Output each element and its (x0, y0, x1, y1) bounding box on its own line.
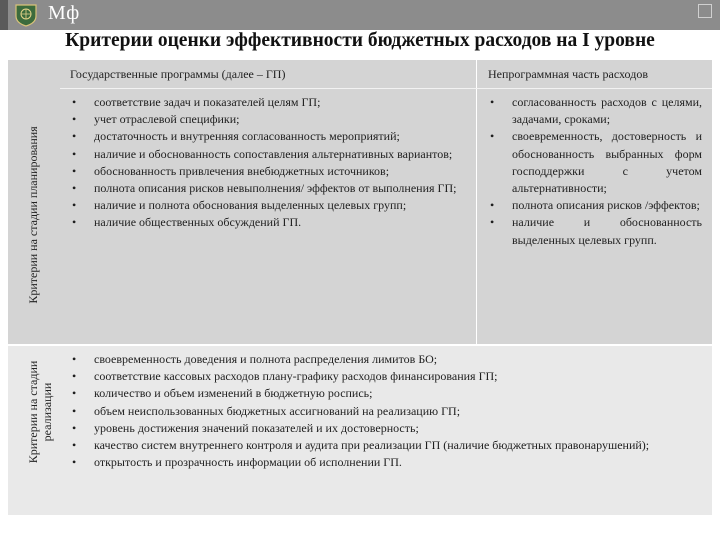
list-item: • наличие общественных обсуждений ГП. (70, 214, 472, 231)
list-item: • учет отраслевой специфики; (70, 111, 472, 128)
list-item: • своевременность доведения и полнота распределения лимитов БО; (70, 351, 700, 368)
implementation-row-label-line2: реализации (40, 382, 54, 442)
list-item: • достаточность и внутренняя согласованность мероприятий; (70, 128, 472, 145)
list-item: • соответствие задач и показателей целям ГП; (70, 94, 472, 111)
logo-text: Мф (48, 2, 80, 24)
list-item: • наличие и полнота обоснования выделенных целевых групп; (70, 197, 472, 214)
implementation-criteria-list (70, 351, 700, 471)
implementation-row-label-line1: Критерии на стадии (26, 360, 40, 464)
page-title: Критерии оценки эффективности бюджетных расходов на I уровне (65, 30, 655, 51)
list-item: • соответствие кассовых расходов плану-графику расходов финансирования ГП; (70, 368, 700, 385)
list-item: • наличие и обоснованность выделенных целевых групп. (488, 214, 702, 248)
header-divider (60, 88, 712, 89)
emblem-icon (13, 3, 39, 27)
list-item: • полнота описания рисков /эффектов; (488, 197, 702, 214)
list-item: • количество и объем изменений в бюджетную роспись; (70, 385, 700, 402)
list-item: • качество систем внутреннего контроля и аудита при реализации ГП (наличие бюджетных правонарушений); (70, 437, 700, 454)
list-item: • открытость и прозрачность информации об исполнении ГП. (70, 454, 700, 471)
top-bar (0, 0, 720, 30)
planning-row-label: Критерии на стадии планирования (26, 126, 40, 304)
top-bar-accent (0, 0, 8, 30)
gp-column-header: Государственные программы (далее – ГП) (70, 67, 286, 81)
list-item: • своевременность, достоверность и обоснованность выбранных форм господдержки с учетом альтернативности; (488, 128, 702, 197)
np-column-header: Непрограммная часть расходов (488, 67, 648, 81)
list-item: • наличие и обоснованность сопоставления альтернативных вариантов; (70, 146, 472, 163)
list-item: • объем неиспользованных бюджетных ассигнований на реализацию ГП; (70, 403, 700, 420)
row-divider (8, 344, 712, 346)
list-item: • согласованность расходов с целями, задачами, сроками; (488, 94, 702, 128)
gp-criteria-list (70, 94, 472, 232)
list-item: • обоснованность привлечения внебюджетных источников; (70, 163, 472, 180)
column-divider (476, 60, 477, 345)
list-item: • полнота описания рисков невыполнения/ эффектов от выполнения ГП; (70, 180, 472, 197)
np-criteria-list (488, 94, 702, 249)
implementation-row-label (26, 361, 54, 464)
corner-mark (698, 4, 712, 18)
list-item: • уровень достижения значений показателей и их достоверность; (70, 420, 700, 437)
